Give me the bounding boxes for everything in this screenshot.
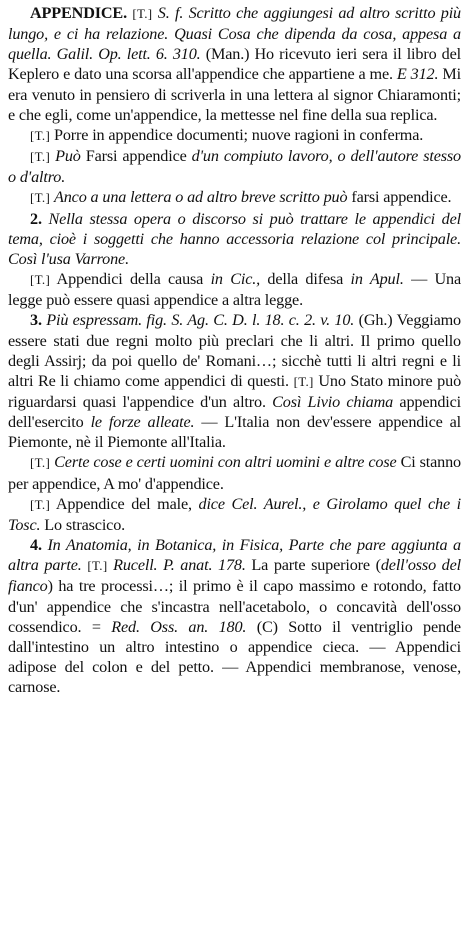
- tag-marker: [T.]: [30, 149, 51, 165]
- subsense-text: farsi appendice.: [351, 188, 452, 207]
- citation: dice Cel. Aurel., e Girolamo quel che i Tosc.: [8, 494, 461, 534]
- citation-source: (Gh.): [358, 311, 393, 330]
- subsense-text: Ci stanno per appendice, A mo' d'appendice.: [8, 453, 461, 493]
- citation: in Apul.: [350, 270, 404, 289]
- sense-4: [8, 535, 461, 697]
- subsense-a: [8, 125, 461, 146]
- subsense-f: [8, 494, 461, 535]
- citation: Galil. Op. lett. 6. 310.: [56, 45, 201, 64]
- citation: le forze alleate.: [90, 413, 195, 432]
- citation-source: (Man.): [205, 45, 250, 64]
- part-of-speech: S. f.: [157, 4, 184, 22]
- tag-marker: [T.]: [30, 272, 51, 288]
- quotation: Veggiamo essere stati due regni molto più preclari che li altri. Il primo quello degli Assirj; da poi quello de' Romani…; sicchè tutti li altri regni e li altri Re li chiamo come appendici di questi.: [8, 311, 461, 390]
- subsense-e: [8, 452, 461, 493]
- entry-main: [8, 3, 461, 125]
- subsense-text: Porre in appendice documenti; nuove ragioni in conferma.: [54, 125, 424, 144]
- quotation: Ho ricevuto ieri sera il libro del Keplero e dato una scorsa all'appendice che appartiene a me.: [8, 45, 461, 84]
- subsense-text: — L'Italia non dev'essere appendice al Piemonte, nè il Piemonte all'Italia.: [8, 413, 461, 452]
- tag-marker: [T.]: [293, 373, 314, 389]
- headword: APPENDICE.: [30, 4, 127, 22]
- definition: In Anatomia, in Botanica, in Fisica, Parte che pare aggiunta a altra parte.: [8, 536, 461, 575]
- quotation: Sotto il ventriglio pende dall'intestino un altro intestino o appendice cieca. — Appendici adipose del colon e del petto. — Appendici membranose, venose, carnose.: [8, 617, 461, 697]
- citation: Rucell. P. anat. 178.: [113, 556, 246, 575]
- equals-sign: =: [91, 617, 101, 636]
- definition: d'un compiuto lavoro, o dell'autore stesso o d'altro.: [8, 147, 461, 187]
- citation: E 312.: [396, 65, 439, 84]
- subsense-text: della difesa: [267, 270, 344, 289]
- sense-number: 4.: [30, 536, 42, 555]
- gloss: dell'osso del fianco: [8, 556, 461, 596]
- citation-source: (C): [256, 617, 278, 636]
- definition: Scritto che aggiungesi ad altro scritto più lungo, e ci ha relazione. Quasi Cosa che dipenda da cosa, appesa a quella.: [8, 4, 461, 64]
- tag-marker: [T.]: [30, 455, 51, 471]
- citation: Più espressam. fig. S. Ag. C. D. l. 18. c. 2. v. 10.: [46, 311, 355, 330]
- sense-number: 2.: [30, 209, 42, 228]
- sense-3: [8, 310, 461, 452]
- subsense-text: Appendice del male,: [55, 494, 192, 513]
- definition: Può: [55, 147, 81, 166]
- definition: Anco a una lettera o ad altro breve scritto può: [54, 188, 348, 207]
- tag-marker: [T.]: [132, 6, 153, 21]
- quotation: ) ha tre processi…; il primo è il capo massimo e rotondo, fatto d'un' appendice che s'incastra nell'acetabolo, o concavità dell'osso cossendico.: [8, 577, 461, 636]
- quotation: La parte superiore (: [251, 556, 381, 575]
- definition: Nella stessa opera o discorso si può trattare le appendici del tema, cioè i soggetti che hanno accessoria relazione col principale. Così l'usa Varrone.: [8, 209, 461, 268]
- subsense-c: [8, 187, 461, 208]
- tag-marker: [T.]: [30, 496, 51, 512]
- subsense-text: Farsi appendice: [85, 147, 187, 166]
- subsense-b: [8, 146, 461, 187]
- tag-marker: [T.]: [30, 127, 51, 143]
- subsense-text: — Una legge può essere quasi appendice a altra legge.: [8, 270, 461, 310]
- sense-2: [8, 209, 461, 269]
- subsense-text: Uno Stato minore può riguardarsi quasi l'appendice d'un altro.: [8, 371, 462, 411]
- subsense-text: Appendici della causa: [56, 270, 204, 289]
- citation: Red. Oss. an. 180.: [111, 617, 247, 636]
- definition: Certe cose e certi uomini con altri uomini e altre cose: [54, 453, 397, 472]
- subsense-text: Lo strascico.: [44, 515, 126, 534]
- quotation: Mi era venuto in pensiero di scriverla in una lettera al signor Chiaramonti; e che egli, come un'appendice, la mettesse nel fine della sua replica.: [8, 65, 461, 124]
- tag-marker: [T.]: [87, 558, 108, 574]
- citation: in Cic.,: [210, 270, 261, 289]
- citation: Così Livio chiama: [272, 392, 394, 411]
- subsense-text: appendici dell'esercito: [8, 392, 461, 432]
- tag-marker: [T.]: [30, 190, 51, 206]
- subsense-d: [8, 269, 461, 310]
- sense-number: 3.: [30, 311, 42, 330]
